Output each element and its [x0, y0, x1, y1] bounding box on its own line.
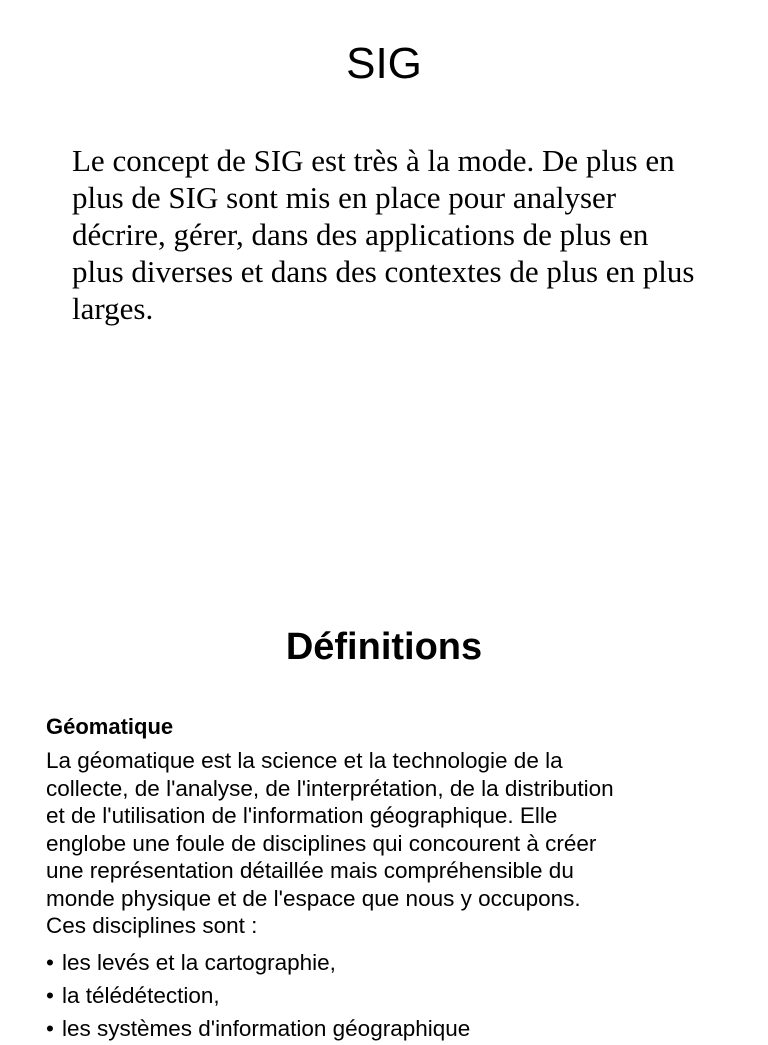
disciplines-list: [46, 946, 746, 1045]
intro-line: larges.: [72, 291, 154, 326]
bullet-icon: •: [46, 950, 54, 975]
definition-line: et de l'utilisation de l'information géographique. Elle: [46, 803, 558, 828]
definition-line: une représentation détaillée mais compréhensible du: [46, 858, 574, 883]
slide-title-sig: SIG: [346, 39, 422, 88]
bullet-icon: •: [46, 1016, 54, 1041]
intro-line: Le concept de SIG est très à la mode. De plus en: [72, 143, 675, 178]
list-item-text: les systèmes d'information géographique: [62, 1016, 471, 1041]
list-item: [46, 946, 746, 979]
section-heading-geomatique: Géomatique: [46, 714, 174, 739]
intro-line: plus diverses et dans des contextes de plus en plus: [72, 254, 695, 289]
list-item-text: la télédétection,: [62, 983, 220, 1008]
slide-title-definitions: Définitions: [285, 626, 483, 668]
intro-line: décrire, gérer, dans des applications de plus en: [72, 217, 649, 252]
geomatique-definition: [46, 747, 746, 940]
definition-line: englobe une foule de disciplines qui concourent à créer: [46, 830, 597, 856]
list-item: [46, 1012, 746, 1045]
bullet-icon: •: [46, 983, 54, 1008]
list-item-text: les levés et la cartographie,: [62, 950, 336, 975]
intro-paragraph: [72, 142, 762, 327]
definition-line: collecte, de l'analyse, de l'interprétation, de la distribution: [46, 775, 614, 801]
definition-line: Ces disciplines sont :: [46, 913, 258, 938]
definition-line: monde physique et de l'espace que nous y occupons.: [46, 885, 581, 911]
list-item: [46, 979, 746, 1012]
intro-line: plus de SIG sont mis en place pour analyser: [72, 180, 617, 215]
definition-line: La géomatique est la science et la technologie de la: [46, 748, 563, 773]
